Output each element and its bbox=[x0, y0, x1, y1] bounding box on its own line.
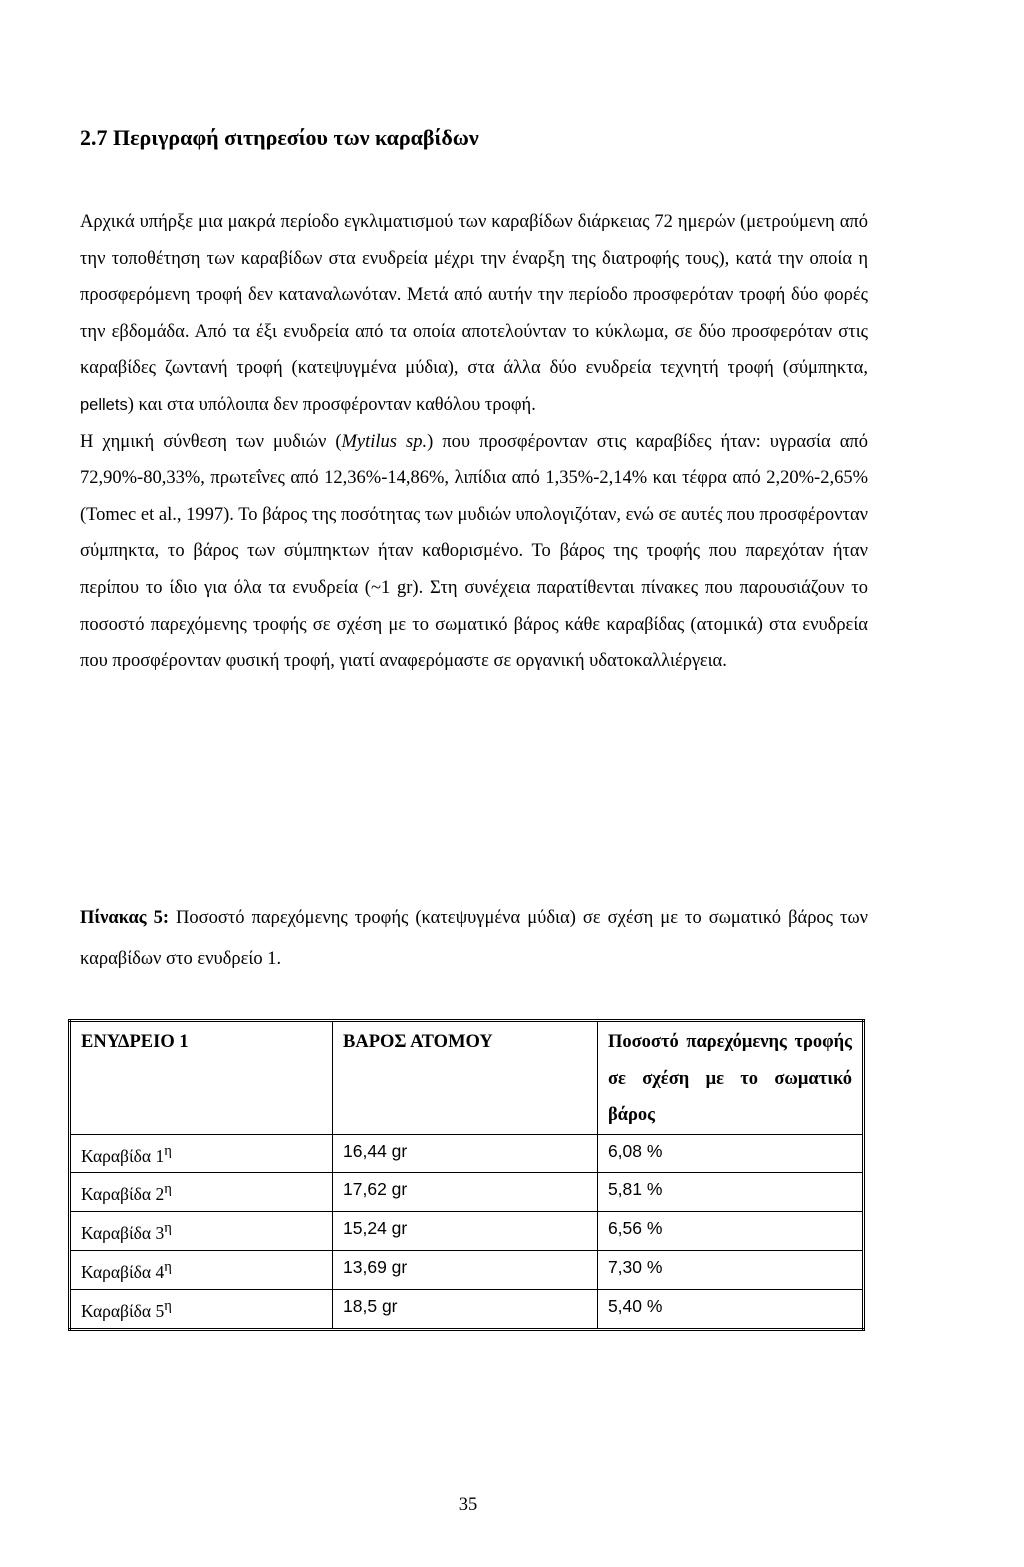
crayfish-name: Καραβίδα 1 bbox=[81, 1145, 165, 1166]
paragraph-text: Αρχικά υπήρξε μια μακρά περίοδο εγκλιματισμού των καραβίδων διάρκειας 72 ημερών (μετρούμενη από την τοποθέτηση των καραβίδων στα ενυδρεία μέχρι την έναρξη της διατροφής τους), κατά την οποία η προσφερόμενη τροφή δεν καταναλωνόταν. Μετά από αυτήν την περίοδο προσφερόταν τροφή δύο φορές την εβδομάδα. Από τα έξι ενυδρεία από τα οποία αποτελούνταν το κύκλωμα, σε δύο προσφερόταν στις καραβίδες ζωντανή τροφή (κατεψυγμένα μύδια), στα άλλα δύο ενυδρεία τεχνητή τροφή (σύμπηκτα, bbox=[80, 212, 868, 379]
crayfish-name: Καραβίδα 2 bbox=[81, 1184, 165, 1205]
cell-weight: 16,44 gr bbox=[333, 1134, 598, 1173]
cell-crayfish bbox=[70, 1250, 333, 1289]
table-row bbox=[70, 1212, 864, 1251]
cell-crayfish bbox=[70, 1173, 333, 1212]
ordinal-suffix: η bbox=[164, 1181, 172, 1198]
body-text bbox=[80, 204, 868, 680]
paragraph-text: ) και στα υπόλοιπα δεν προσφέρονταν καθόλου τροφή. bbox=[127, 394, 536, 415]
page-number: 35 bbox=[458, 1495, 478, 1515]
ordinal-suffix: η bbox=[164, 1220, 172, 1237]
table-row bbox=[70, 1134, 864, 1173]
paragraph-text: ) που προσφέρονταν στις καραβίδες ήταν: υγρασία από 72,90%-80,33%, πρωτεΐνες από 12,36%-14,86%, λιπίδια από 1,35%-2,14% και τέφρα από 2,20%-2,65% (Tomec et al., 1997). Το βάρος της ποσότητας των μυδιών υπολογιζόταν, ενώ σε αυτές που προσφέρονταν σύμπηκτα, το βάρος των σύμπηκτων ήταν καθορισμένο. Το βάρος της τροφής που παρεχόταν ήταν περίπου το ίδιο για όλα τα ενυδρεία (~1 gr). Στη συνέχεια παρατίθενται πίνακες που παρουσιάζουν το ποσοστό παρεχόμενης τροφής σε σχέση με το σωματικό βάρος κάθε καραβίδας (ατομικά) στα ενυδρεία που προσφέρονταν φυσική τροφή, γιατί αναφερόμαστε σε οργανική υδατοκαλλιέργεια. bbox=[80, 431, 868, 672]
cell-percent: 5,40 % bbox=[597, 1289, 863, 1329]
cell-crayfish bbox=[70, 1212, 333, 1251]
pellets-word: pellets bbox=[80, 395, 128, 414]
cell-weight: 17,62 gr bbox=[333, 1173, 598, 1212]
data-table bbox=[68, 1019, 865, 1331]
cell-weight: 15,24 gr bbox=[333, 1212, 598, 1251]
crayfish-name: Καραβίδα 4 bbox=[81, 1261, 165, 1282]
column-header-percent: Ποσοστό παρεχόμενης τροφής σε σχέση με το σωματικό βάρος bbox=[597, 1021, 863, 1135]
crayfish-name: Καραβίδα 3 bbox=[81, 1222, 165, 1243]
paragraph-composition bbox=[80, 424, 868, 680]
column-header-aquarium: ΕΝΥΔΡΕΙΟ 1 bbox=[70, 1021, 333, 1135]
cell-crayfish bbox=[70, 1289, 333, 1329]
cell-percent: 6,08 % bbox=[597, 1134, 863, 1173]
species-name: Mytilus sp. bbox=[341, 431, 428, 452]
paragraph-acclimatization bbox=[80, 204, 868, 424]
section-heading: 2.7 Περιγραφή σιτηρεσίου των καραβίδων bbox=[80, 125, 479, 150]
table-row bbox=[70, 1173, 864, 1212]
paragraph-text: Η χημική σύνθεση των μυδιών ( bbox=[80, 431, 342, 452]
ordinal-suffix: η bbox=[164, 1258, 172, 1275]
table-row bbox=[70, 1250, 864, 1289]
column-header-weight: ΒΑΡΟΣ ΑΤΟΜΟΥ bbox=[333, 1021, 598, 1135]
cell-percent: 6,56 % bbox=[597, 1212, 863, 1251]
ordinal-suffix: η bbox=[164, 1297, 172, 1314]
crayfish-name: Καραβίδα 5 bbox=[81, 1300, 165, 1321]
table-row bbox=[70, 1289, 864, 1329]
table-caption-label: Πίνακας 5: bbox=[80, 908, 170, 928]
table-caption-text: Ποσοστό παρεχόμενης τροφής (κατεψυγμένα μύδια) σε σχέση με το σωματικό βάρος των καραβίδων στο ενυδρείο 1. bbox=[80, 908, 868, 969]
cell-weight: 18,5 gr bbox=[333, 1289, 598, 1329]
ordinal-suffix: η bbox=[164, 1142, 172, 1159]
cell-crayfish bbox=[70, 1134, 333, 1173]
table-header-row bbox=[70, 1021, 864, 1135]
cell-percent: 5,81 % bbox=[597, 1173, 863, 1212]
cell-weight: 13,69 gr bbox=[333, 1250, 598, 1289]
cell-percent: 7,30 % bbox=[597, 1250, 863, 1289]
table-caption bbox=[80, 898, 868, 980]
